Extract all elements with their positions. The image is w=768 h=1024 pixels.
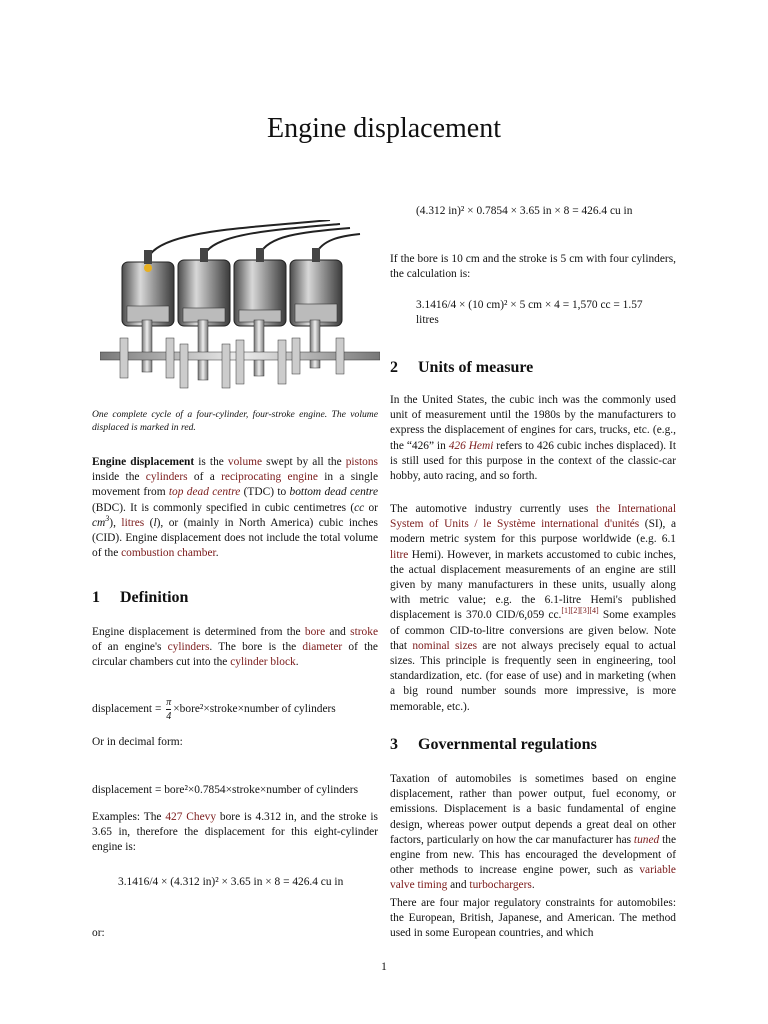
text: or bbox=[364, 501, 378, 514]
pi-over-four-fraction bbox=[166, 697, 171, 722]
link-stroke[interactable]: stroke bbox=[350, 626, 378, 638]
formula-rhs: ×bore²×stroke×number of cylinders bbox=[173, 703, 336, 716]
section-number: 3 bbox=[390, 736, 398, 753]
link-cylinders[interactable]: cylinders bbox=[167, 641, 210, 654]
decimal-formula: displacement = bore²×0.7854×stroke×number of cylinders bbox=[92, 784, 359, 796]
text: ), or (mainly in North America) cubic inches (CID). Engine displacement does not include the total volume of the bbox=[92, 516, 378, 560]
page-title: Engine displacement bbox=[266, 113, 502, 144]
text: of a bbox=[187, 471, 222, 484]
text: cc bbox=[354, 501, 365, 514]
link-diameter[interactable]: diameter bbox=[302, 641, 343, 654]
text: (BDC). It is commonly specified in cubic centimetres ( bbox=[92, 501, 355, 514]
text: Some examples of common CID-to-litre conversions are given below. Note that bbox=[390, 609, 676, 652]
link-bore[interactable]: bore bbox=[304, 626, 326, 638]
section-title: Definition bbox=[120, 589, 189, 606]
link-litres[interactable]: litres bbox=[121, 516, 145, 529]
text: Examples: The bbox=[92, 811, 166, 823]
text: swept by all the bbox=[262, 456, 346, 468]
text: and bbox=[447, 879, 470, 892]
calculation-decimal: (4.312 in)² × 0.7854 × 3.65 in × 8 = 426.4 cu in bbox=[416, 205, 633, 217]
text: . bbox=[215, 547, 219, 560]
section-heading-definition bbox=[92, 588, 378, 608]
link-pistons[interactable]: pistons bbox=[345, 456, 378, 468]
link-international-system-of-units[interactable]: the International System of Units / le Système international d'unités bbox=[390, 503, 676, 531]
link-cylinders[interactable]: cylinders bbox=[145, 471, 188, 484]
intro-term: Engine displacement bbox=[92, 456, 195, 468]
text: is the bbox=[194, 456, 228, 468]
text: (TDC) to bbox=[240, 486, 290, 499]
section-number: 1 bbox=[92, 589, 100, 606]
text: the engine from new. This has encouraged the development of other methods to increase engine power, such as bbox=[390, 833, 677, 877]
text: ), bbox=[109, 516, 122, 529]
link-426-hemi[interactable]: 426 Hemi bbox=[448, 439, 494, 452]
link-427-chevy[interactable]: 427 Chevy bbox=[165, 811, 217, 823]
link-litre[interactable]: litre bbox=[390, 548, 409, 561]
fraction-denominator: 4 bbox=[166, 711, 172, 722]
section-heading-units bbox=[390, 358, 676, 378]
displacement-formula bbox=[92, 697, 336, 722]
decimal-form-label: Or in decimal form: bbox=[92, 736, 183, 748]
link-turbochargers[interactable]: turbochargers bbox=[469, 879, 532, 892]
text: in a single movement from bbox=[92, 471, 379, 499]
formula-lhs: displacement = bbox=[92, 703, 162, 716]
text: bore is 4.312 in, and the stroke is 3.65 in, therefore the displacement for this eight-cylinder engine is: bbox=[92, 811, 378, 854]
link-tuned[interactable]: tuned bbox=[633, 833, 660, 846]
text: Engine displacement is determined from the bbox=[92, 626, 305, 638]
section-number: 2 bbox=[390, 359, 398, 376]
text: inside the bbox=[92, 471, 146, 484]
text: and bbox=[325, 626, 351, 638]
text: Hemi). However, in markets accustomed to cubic inches, the actual displacement measurements of an engine are still given by many manufacturers in these units, usually along with metric value; e.g. the 6.1-litre Hemi's published displacement is 370.0 CID/6,059 cc. bbox=[390, 548, 676, 622]
figure-caption: One complete cycle of a four-cylinder, four-stroke engine. The volume displaced is marked in red. bbox=[92, 409, 378, 433]
text: are not always precisely equal to actual sizes. This principle is frequently seen in engineering, tool standardization, etc. (for ease of use) and in marketing (when a big round number sounds more impressive, is more memorable, etc.). bbox=[390, 639, 676, 713]
link-nominal-sizes[interactable]: nominal sizes bbox=[412, 639, 478, 652]
calculation-metric: 3.1416/4 × (10 cm)² × 5 cm × 4 = 1,570 cc = 1.57 litres bbox=[416, 299, 643, 327]
text: of an engine's bbox=[92, 641, 168, 654]
or-label: or: bbox=[92, 927, 105, 939]
definition-paragraph bbox=[92, 625, 378, 671]
reference-links[interactable]: [1][2][3][4] bbox=[561, 606, 599, 616]
section-title: Units of measure bbox=[418, 359, 534, 376]
text: ( bbox=[144, 516, 154, 529]
section-title: Governmental regulations bbox=[418, 736, 597, 753]
units-paragraph-1 bbox=[390, 393, 676, 484]
text: . bbox=[295, 656, 299, 669]
text: . bbox=[531, 879, 535, 892]
text: of the circular chambers cut into the bbox=[92, 641, 378, 669]
text: $cm^3$ bbox=[92, 514, 110, 529]
link-combustion-chamber[interactable]: combustion chamber bbox=[121, 547, 216, 560]
text: Taxation of automobiles is sometimes based on engine displacement, rather than power output, fuel economy, or emissions. Displacement is a basic fundamental of engine design, whereas power output depends a great deal on other factors, particularly on how the car manufacturer has bbox=[390, 773, 676, 846]
link-reciprocating-engine[interactable]: reciprocating engine bbox=[221, 471, 318, 484]
units-paragraph-2 bbox=[390, 502, 676, 715]
text: refers to 426 cubic inches displaced). It is still used for this purpose in the context of the classic-car hobby, auto racing, and so forth. bbox=[390, 439, 676, 483]
text: In the United States, the cubic inch was the commonly used unit of measurement until the 1980s by the manufacturers to express the displacement of engines for cars, trucks, etc. (e.g., the “426” in bbox=[390, 394, 676, 452]
calculation-imperial: 3.1416/4 × (4.312 in)² × 3.65 in × 8 = 426.4 cu in bbox=[118, 876, 344, 888]
link-volume[interactable]: volume bbox=[227, 456, 263, 468]
text: (SI), a modern metric system for this purpose worldwide (e.g. 6.1 bbox=[390, 518, 676, 546]
regulations-paragraph-1 bbox=[390, 772, 676, 894]
text: . The bore is the bbox=[209, 641, 303, 654]
example-paragraph bbox=[92, 810, 378, 856]
link-variable-valve-timing[interactable]: variable valve timing bbox=[390, 864, 676, 892]
four-cylinder-engine-illustration bbox=[100, 220, 380, 398]
metric-intro-paragraph: If the bore is 10 cm and the stroke is 5 cm with four cylinders, the calculation is: bbox=[390, 253, 676, 281]
page-number: 1 bbox=[381, 961, 387, 973]
engine-figure bbox=[100, 220, 380, 398]
section-heading-regulations bbox=[390, 735, 676, 755]
fraction-numerator: π bbox=[166, 697, 172, 708]
text: bottom dead centre bbox=[289, 486, 378, 499]
link-cylinder-block[interactable]: cylinder block bbox=[230, 656, 296, 669]
text: The automotive industry currently uses bbox=[390, 503, 597, 515]
link-top-dead-centre[interactable]: top dead centre bbox=[168, 486, 241, 499]
intro-paragraph bbox=[92, 455, 378, 561]
regulations-paragraph-2: There are four major regulatory constraints for automobiles: the European, British, Japanese, and American. The method used in some European countries, and which bbox=[390, 897, 676, 940]
text: l bbox=[153, 516, 157, 529]
